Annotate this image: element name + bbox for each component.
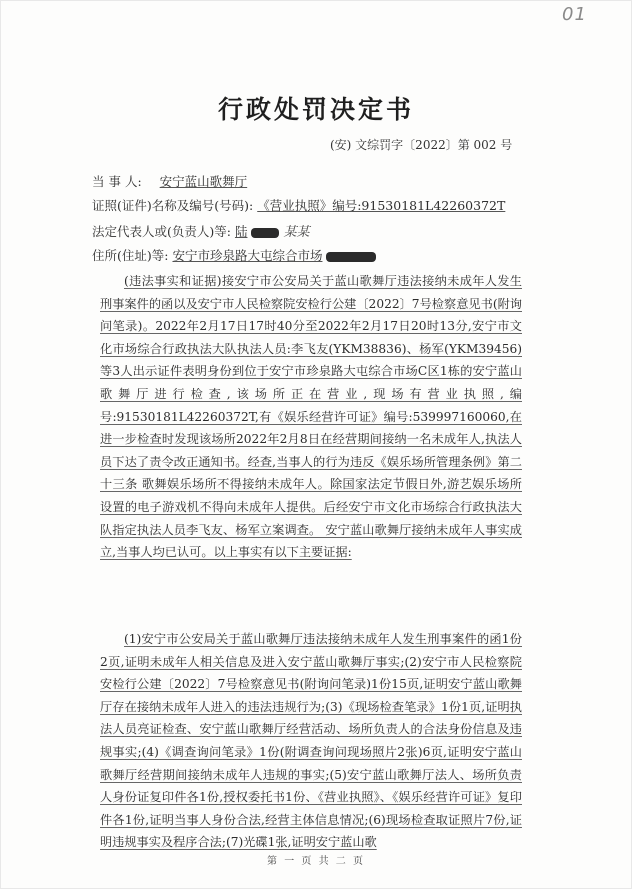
page-corner-number: 01 (562, 4, 587, 25)
id-value: 《营业执照》编号:91530181L42260372T (257, 198, 506, 213)
representative-field (92, 221, 309, 240)
page-footer: 第 一 页 共 二 页 (267, 856, 365, 867)
address-label: 住所(住址)等: (92, 248, 169, 263)
party-label: 当 事 人: (92, 174, 142, 189)
document-number: (安) 文综罚字〔2022〕第 002 号 (330, 138, 513, 152)
id-field (92, 196, 505, 214)
address-value: 安宁市珍泉路大屯综合市场 (172, 248, 323, 263)
party-value: 安宁蓝山歌舞厅 (159, 174, 248, 189)
address-field (92, 246, 376, 264)
redaction-mark (326, 252, 376, 262)
id-label: 证照(证件)名称及编号(号码): (92, 198, 254, 213)
representative-label: 法定代表人或(负责人)等: (92, 224, 231, 239)
party-field (92, 172, 247, 190)
representative-prefix: 陆 (234, 224, 248, 239)
facts-paragraph: (违法事实和证据)接安宁市公安局关于蓝山歌舞厅违法接纳未成年人发生刑事案件的函以及安宁市人民检察院安检行公建〔2022〕7号检察意见书(附询问笔录)。2022年2月17日17时40分至2022年2月17日20时13分,安宁市文化市场综合行政执法大队执法人员:李飞友(YKM38836)、杨军(YKM39456)等3人出示证件表明身份到位于安宁市珍泉路大屯综合市场C区1栋的安宁蓝山歌舞厅进行检查,该场所正在营业,现场有营业执照,编号:91530181L42260372T,有《娱乐经营许可证》编号:539997160060,在进一步检查时发现该场所2022年2月8日在经营期间接纳一名未成年人,执法人员下达了责令改正通知书。经查,当事人的行为违反《娱乐场所管理条例》第二十三条 歌舞娱乐场所不得接纳未成年人。除国家法定节假日外,游艺娱乐场所设置的电子游戏机不得向未成年人提供。后经安宁市文化市场综合行政执法大队指定执法人员李飞友、杨军立案调查。 安宁蓝山歌舞厅接纳未成年人事实成立,当事人均已认可。以上事实有以下主要证据: (100, 274, 522, 560)
redaction-mark (251, 228, 279, 238)
evidence-paragraph: (1)安宁市公安局关于蓝山歌舞厅违法接纳未成年人发生刑事案件的函1份2页,证明未成年人相关信息及进入安宁蓝山歌舞厅事实;(2)安宁市人民检察院安检行公建〔2022〕7号检察意见书(附询问笔录)1份15页,证明安宁蓝山歌舞厅存在接纳未成年人进入的违法违规行为;(3)《现场检查笔录》1份1页,证明执法人员亮证检查、安宁蓝山歌舞厅经营活动、场所负责人的合法身份信息及违规事实;(4)《调查询问笔录》1份(附调查询问现场照片2张)6页,证明安宁蓝山歌舞厅经营期间接纳未成年人违规的事实;(5)安宁蓝山歌舞厅法人、场所负责人身份证复印件各1份,授权委托书1份、《营业执照》、《娱乐经营许可证》复印件各1份,证明当事人身份合法,经营主体信息情况;(6)现场检查取证照片7份,证明违规事实及程序合法;(7)光碟1张,证明安宁蓝山歌 (100, 632, 522, 850)
document-title: 行政处罚决定书 (217, 95, 414, 124)
representative-handwriting: 某某 (283, 225, 310, 240)
